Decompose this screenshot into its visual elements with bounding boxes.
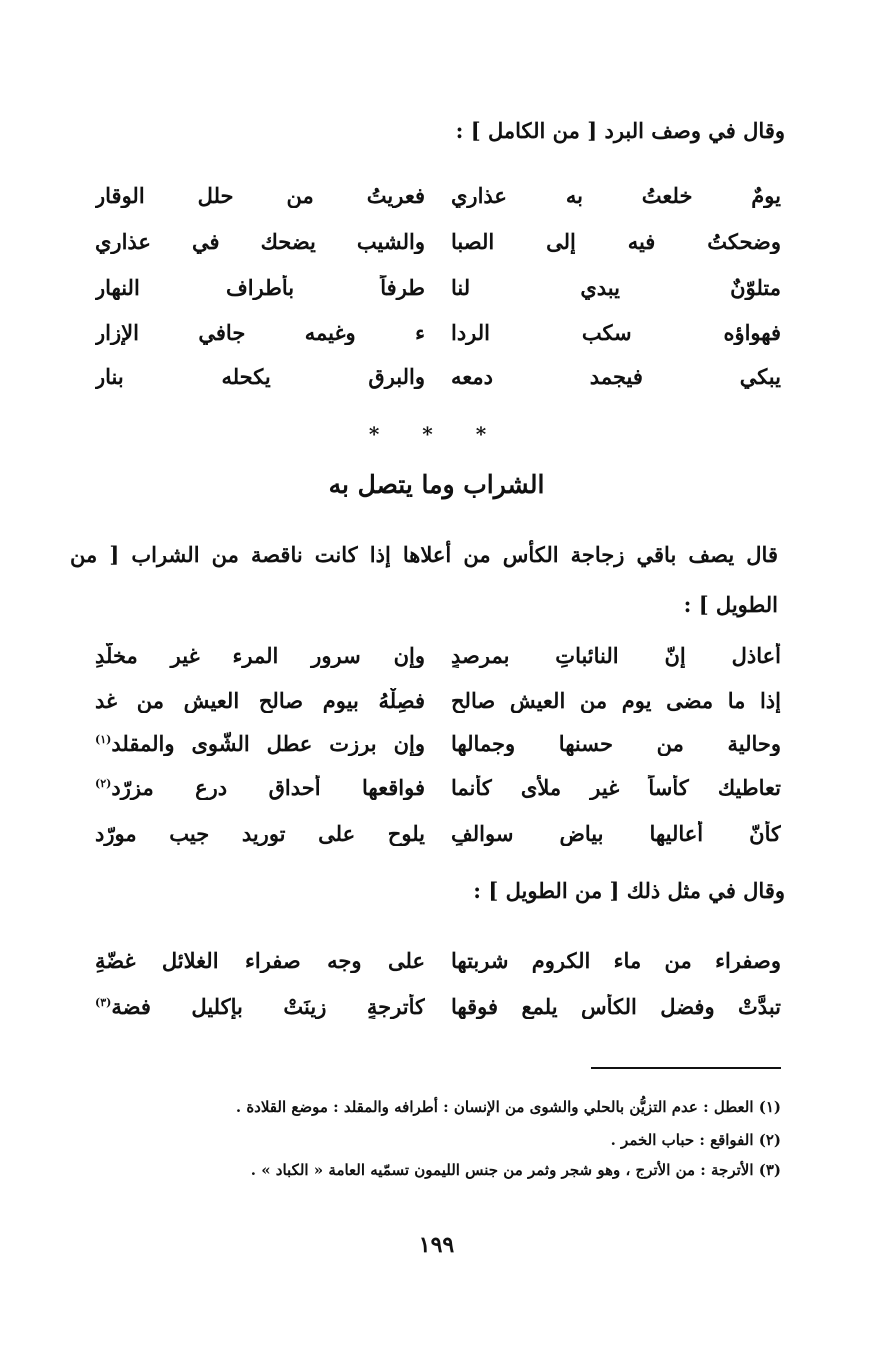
verse-second-hemistich: والبرق يكحله بنار (95, 363, 425, 389)
poem-intro-2: قال يصف باقي زجاجة الكأس من أعلاها إذا كانت ناقصة من الشراب [ من الطويل ] : (70, 542, 778, 617)
verse-first-hemistich: فهواؤه سكب الردا (451, 319, 781, 345)
verse-line (95, 767, 781, 807)
verse-first-hemistich: وضحكتُ فيه إلى الصبا (451, 228, 781, 254)
verse-first-hemistich: وصفراء من ماء الكروم شربتها (451, 947, 781, 973)
poem-intro-1: وقال في وصف البرد [ من الكامل ] : (455, 118, 785, 143)
verse-second-hemistich (95, 731, 425, 756)
verse-line (95, 356, 781, 396)
verse-second-hemistich (95, 994, 425, 1019)
verse-first-hemistich: كأنّ أعاليها بياض سوالفٍ (451, 820, 781, 846)
verse-first-hemistich: تعاطيك كأساً غير ملأى كأنما (451, 774, 781, 800)
verse-second-hemistich: يلوح على توريد جيب مورّد (95, 820, 425, 846)
verse-text: وإن برزت عطل الشّوى والمقلد (111, 730, 425, 756)
verse-line (95, 221, 781, 261)
footnote: (٢) الفواقع : حباب الخمر . (610, 1131, 781, 1149)
poem-intro-3: وقال في مثل ذلك [ من الطويل ] : (473, 878, 785, 903)
page-number: ١٩٩ (418, 1232, 455, 1258)
verse-first-hemistich: أعاذل إنّ النائباتِ بمرصدٍ (451, 642, 781, 668)
verse-text: كأترجةٍ زينَتْ بإكليل فضة (111, 993, 425, 1019)
verse-line (95, 175, 781, 215)
verse-first-hemistich: وحالية من حسنها وجمالها (451, 730, 781, 756)
verse-line (95, 635, 781, 675)
section-title: الشراب وما يتصل به (328, 470, 545, 499)
verse-first-hemistich: متلوّنٌ يبدي لنا (451, 274, 781, 300)
footnote: (٣) الأترجة : من الأترج ، وهو شجر وثمر من جنس الليمون تسمّيه العامة « الكباد » . (250, 1161, 781, 1179)
footnote-marker: (٣) (95, 995, 112, 1009)
verse-second-hemistich: طرفاً بأطراف النهار (95, 274, 425, 300)
footnote-marker: (١) (95, 732, 112, 746)
verse-line (95, 813, 781, 853)
verse-second-hemistich: على وجه صفراء الغلائل غضّةِ (95, 947, 425, 973)
verse-second-hemistich: والشيب يضحك في عذاري (95, 228, 425, 254)
verse-line (95, 680, 781, 720)
verse-second-hemistich: ء وغيمه جافي الإزار (95, 319, 425, 345)
verse-second-hemistich: فعريتُ من حلل الوقارِ (95, 182, 425, 208)
verse-second-hemistich: وإن سرور المرء غير مخلّدِ (95, 642, 425, 668)
verse-line (95, 986, 781, 1026)
verse-second-hemistich (95, 775, 425, 800)
verse-first-hemistich: إذا ما مضى يوم من العيش صالح (451, 687, 781, 713)
footnote-marker: (٢) (95, 776, 112, 790)
verse-first-hemistich: يبكي فيجمد دمعه (451, 363, 781, 389)
section-divider-stars: * * * (368, 422, 505, 446)
verse-line (95, 940, 781, 980)
verse-first-hemistich: يومٌ خلعتُ به عذاري (451, 182, 781, 208)
verse-first-hemistich: تبدَّتْ وفضل الكأس يلمع فوقها (451, 993, 781, 1019)
verse-line (95, 267, 781, 307)
verse-line (95, 723, 781, 763)
verse-second-hemistich: فصِلْهُ بيومٍ صالح العيش من غد (95, 687, 425, 713)
footnote: (١) العطل : عدم التزيُّن بالحلي والشوى من الإنسان : أطرافه والمقلد : موضع القلادة . (235, 1098, 781, 1116)
verse-text: فواقعها أحداق درعٍ مزرّد (111, 774, 425, 800)
footnote-separator (591, 1067, 781, 1069)
verse-line (95, 312, 781, 352)
